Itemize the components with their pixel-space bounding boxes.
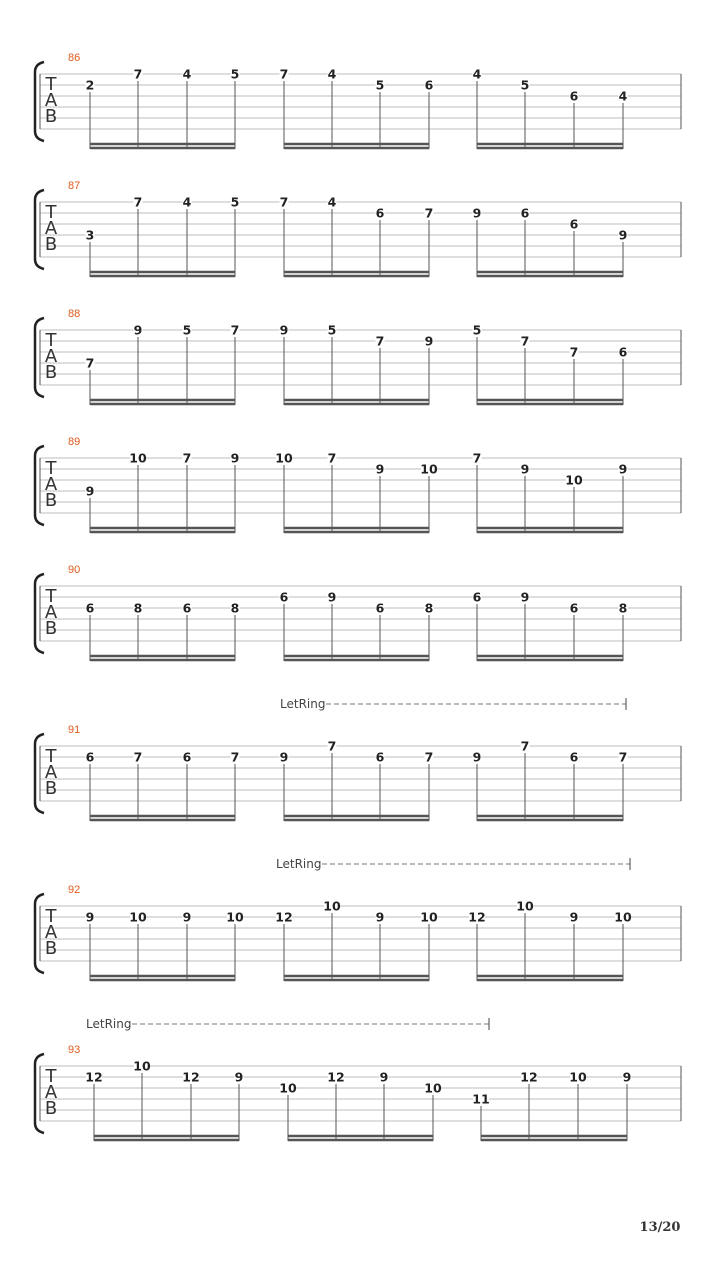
fret-number: 12 <box>468 909 486 925</box>
fret-number: 9 <box>618 227 628 243</box>
fret-number: 6 <box>182 600 192 616</box>
fret-number: 10 <box>569 1069 587 1085</box>
measure-number: 89 <box>68 436 81 448</box>
fret-number: 7 <box>133 749 143 765</box>
fret-number: 12 <box>520 1069 538 1085</box>
tab-clef-letter: T <box>45 330 57 351</box>
tab-clef-letter: B <box>44 234 58 255</box>
tab-clef-letter: A <box>44 1082 58 1103</box>
fret-number: 10 <box>129 909 147 925</box>
tab-clef-letter: B <box>44 1098 58 1119</box>
tab-clef-letter: B <box>44 938 58 959</box>
fret-number: 7 <box>618 749 628 765</box>
tab-clef-letter: T <box>45 746 57 767</box>
fret-number: 10 <box>275 450 293 466</box>
fret-number: 12 <box>85 1069 103 1085</box>
tab-clef-letter: A <box>44 922 58 943</box>
tab-system <box>35 857 681 981</box>
tab-system <box>35 436 681 533</box>
measure-number: 86 <box>68 52 81 64</box>
fret-number: 9 <box>279 322 289 338</box>
fret-number: 6 <box>569 88 579 104</box>
fret-number: 7 <box>520 738 530 754</box>
fret-number: 9 <box>85 483 95 499</box>
fret-number: 8 <box>133 600 143 616</box>
fret-number: 12 <box>182 1069 200 1085</box>
measure-number: 90 <box>68 564 81 576</box>
let-ring-label: LetRing <box>280 697 326 711</box>
fret-number: 3 <box>85 227 95 243</box>
fret-number: 7 <box>230 322 240 338</box>
fret-number: 4 <box>182 66 192 82</box>
fret-number: 6 <box>85 749 95 765</box>
fret-number: 6 <box>520 205 530 221</box>
fret-number: 10 <box>614 909 632 925</box>
fret-number: 5 <box>230 66 240 82</box>
fret-number: 5 <box>520 77 530 93</box>
fret-number: 8 <box>424 600 434 616</box>
fret-number: 10 <box>420 461 438 477</box>
fret-number: 11 <box>472 1091 490 1107</box>
tab-clef-letter: B <box>44 490 58 511</box>
tab-clef-letter: T <box>45 1066 57 1087</box>
tab-system <box>35 52 681 149</box>
fret-number: 9 <box>279 749 289 765</box>
let-ring-label: LetRing <box>86 1017 132 1031</box>
fret-number: 7 <box>279 66 289 82</box>
fret-number: 7 <box>230 749 240 765</box>
fret-number: 7 <box>327 738 337 754</box>
tab-clef-letter: A <box>44 346 58 367</box>
tab-clef-letter: T <box>45 74 57 95</box>
fret-number: 8 <box>618 600 628 616</box>
fret-number: 4 <box>472 66 482 82</box>
fret-number: 8 <box>230 600 240 616</box>
measure-number: 88 <box>68 308 81 320</box>
tab-clef-letter: T <box>45 202 57 223</box>
fret-number: 7 <box>472 450 482 466</box>
fret-number: 10 <box>133 1058 151 1074</box>
fret-number: 9 <box>85 909 95 925</box>
fret-number: 10 <box>565 472 583 488</box>
fret-number: 6 <box>569 749 579 765</box>
fret-number: 6 <box>85 600 95 616</box>
measure-number: 93 <box>68 1044 81 1056</box>
fret-number: 7 <box>279 194 289 210</box>
fret-number: 10 <box>279 1080 297 1096</box>
tab-clef-letter: A <box>44 602 58 623</box>
fret-number: 10 <box>226 909 244 925</box>
fret-number: 6 <box>472 589 482 605</box>
measure-number: 91 <box>68 724 81 736</box>
fret-number: 5 <box>472 322 482 338</box>
fret-number: 6 <box>569 216 579 232</box>
tab-clef-letter: B <box>44 106 58 127</box>
fret-number: 9 <box>375 461 385 477</box>
fret-number: 6 <box>375 749 385 765</box>
fret-number: 9 <box>472 749 482 765</box>
fret-number: 10 <box>424 1080 442 1096</box>
fret-number: 9 <box>424 333 434 349</box>
fret-number: 7 <box>133 66 143 82</box>
measure-number: 87 <box>68 180 81 192</box>
fret-number: 12 <box>275 909 293 925</box>
fret-number: 9 <box>375 909 385 925</box>
fret-number: 9 <box>133 322 143 338</box>
let-ring-label: LetRing <box>276 857 322 871</box>
tab-clef-letter: B <box>44 362 58 383</box>
fret-number: 10 <box>516 898 534 914</box>
fret-number: 7 <box>424 749 434 765</box>
fret-number: 10 <box>129 450 147 466</box>
fret-number: 7 <box>520 333 530 349</box>
fret-number: 7 <box>182 450 192 466</box>
fret-number: 9 <box>622 1069 632 1085</box>
fret-number: 10 <box>323 898 341 914</box>
fret-number: 6 <box>375 600 385 616</box>
tab-clef-letter: B <box>44 618 58 639</box>
fret-number: 2 <box>85 77 95 93</box>
tab-clef-letter: T <box>45 906 57 927</box>
tab-clef-letter: A <box>44 762 58 783</box>
fret-number: 7 <box>375 333 385 349</box>
tab-clef-letter: A <box>44 90 58 111</box>
fret-number: 6 <box>424 77 434 93</box>
fret-number: 6 <box>618 344 628 360</box>
fret-number: 7 <box>133 194 143 210</box>
tab-system <box>35 697 681 821</box>
fret-number: 9 <box>569 909 579 925</box>
fret-number: 10 <box>420 909 438 925</box>
fret-number: 7 <box>424 205 434 221</box>
tab-clef-letter: B <box>44 778 58 799</box>
tab-system <box>35 1017 681 1141</box>
tab-system <box>35 308 681 405</box>
fret-number: 9 <box>234 1069 244 1085</box>
fret-number: 5 <box>230 194 240 210</box>
page-number: 13/20 <box>639 1220 681 1235</box>
fret-number: 6 <box>182 749 192 765</box>
fret-number: 6 <box>375 205 385 221</box>
fret-number: 9 <box>379 1069 389 1085</box>
tab-clef-letter: T <box>45 586 57 607</box>
measure-number: 92 <box>68 884 81 896</box>
tab-system <box>35 180 681 277</box>
fret-number: 9 <box>230 450 240 466</box>
tab-clef-letter: A <box>44 474 58 495</box>
fret-number: 7 <box>85 355 95 371</box>
fret-number: 6 <box>569 600 579 616</box>
tab-system <box>35 564 681 661</box>
fret-number: 9 <box>520 461 530 477</box>
fret-number: 9 <box>520 589 530 605</box>
tab-clef-letter: T <box>45 458 57 479</box>
fret-number: 4 <box>327 194 337 210</box>
fret-number: 9 <box>327 589 337 605</box>
fret-number: 5 <box>327 322 337 338</box>
fret-number: 4 <box>182 194 192 210</box>
fret-number: 9 <box>618 461 628 477</box>
fret-number: 12 <box>327 1069 345 1085</box>
fret-number: 7 <box>327 450 337 466</box>
tab-clef-letter: A <box>44 218 58 239</box>
fret-number: 4 <box>327 66 337 82</box>
fret-number: 5 <box>182 322 192 338</box>
fret-number: 9 <box>472 205 482 221</box>
fret-number: 6 <box>279 589 289 605</box>
fret-number: 7 <box>569 344 579 360</box>
fret-number: 4 <box>618 88 628 104</box>
fret-number: 5 <box>375 77 385 93</box>
fret-number: 9 <box>182 909 192 925</box>
